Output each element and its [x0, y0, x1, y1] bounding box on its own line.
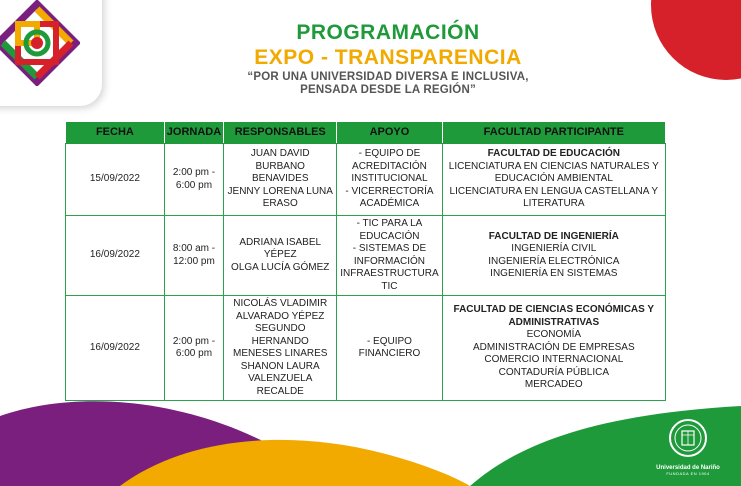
apoyo-line: INFORMACIÓN: [353, 255, 425, 267]
apoyo-line: - EQUIPO DE: [358, 148, 421, 160]
page-subtitle-event: EXPO - TRANSPARENCIA: [254, 46, 522, 69]
table-row: [66, 144, 666, 216]
slogan-line-2: PENSADA DESDE LA REGIÓN”: [300, 84, 476, 96]
header-responsables: RESPONSABLES: [224, 122, 337, 144]
cell-apoyo: [337, 144, 442, 216]
programa-line: LITERATURA: [523, 198, 585, 210]
header-apoyo: APOYO: [337, 122, 442, 144]
programa-line: LICENCIATURA EN LENGUA CASTELLANA Y: [449, 185, 659, 197]
university-block: [648, 418, 728, 476]
programa-line: ECONOMÍA: [526, 329, 582, 341]
jornada-line: 6:00 pm: [175, 179, 213, 191]
responsable-line: OLGA LUCÍA GÓMEZ: [231, 261, 330, 273]
schedule-table: [65, 121, 666, 401]
header-fecha: FECHA: [66, 122, 165, 144]
apoyo-line: - VICERRECTORÍA: [345, 185, 434, 197]
apoyo-line: - EQUIPO: [366, 335, 412, 347]
cell-jornada: [164, 144, 223, 216]
university-tagline: FUNDADA EN 1904: [666, 471, 710, 476]
programa-line: LICENCIATURA EN CIENCIAS NATURALES Y: [448, 160, 659, 172]
programa-line: INGENIERÍA CIVIL: [511, 243, 597, 254]
apoyo-line: INSTITUCIONAL: [351, 173, 428, 185]
university-seal-icon: [668, 418, 708, 458]
responsable-line: ALVARADO YÉPEZ: [236, 310, 325, 322]
apoyo-line: TIC: [381, 280, 398, 292]
cell-facultad: [442, 216, 665, 296]
programa-line: INGENIERÍA EN SISTEMAS: [490, 268, 618, 279]
responsable-line: SHANON LAURA: [240, 360, 320, 372]
programa-line: COMERCIO INTERNACIONAL: [484, 354, 624, 366]
cell-responsables: [224, 296, 337, 401]
apoyo-line: - SISTEMAS DE: [352, 243, 427, 254]
slogan-line-1: “POR UNA UNIVERSIDAD DIVERSA E INCLUSIVA,: [247, 71, 529, 83]
cell-apoyo: [337, 296, 442, 401]
bottom-decoration: [0, 392, 741, 486]
responsable-line: VALENZUELA RECALDE: [248, 373, 313, 397]
apoyo-line: ACADÉMICA: [359, 198, 420, 210]
responsable-line: JENNY LORENA LUNA: [227, 185, 333, 197]
cell-apoyo: [337, 216, 442, 296]
apoyo-line: - TIC PARA LA: [356, 218, 423, 229]
table-row: [66, 296, 666, 401]
jornada-line: 6:00 pm: [175, 348, 213, 359]
header-jornada: JORNADA: [164, 122, 223, 144]
cell-fecha: 16/09/2022: [66, 216, 165, 296]
responsable-line: SEGUNDO HERNANDO: [251, 323, 309, 347]
apoyo-line: ACREDITACIÓN: [352, 160, 427, 172]
jornada-line: 2:00 pm -: [172, 167, 216, 178]
programa-line: ADMINISTRACIÓN DE EMPRESAS: [472, 341, 635, 353]
cell-responsables: [224, 216, 337, 296]
jornada-line: 2:00 pm -: [172, 335, 216, 347]
programa-line: MERCADEO: [524, 379, 583, 391]
apoyo-line: EDUCACIÓN: [359, 230, 420, 242]
cell-fecha: 16/09/2022: [66, 296, 165, 401]
table-row: [66, 216, 666, 296]
programa-line: CONTADURÍA PÚBLICA: [498, 366, 609, 378]
programa-line: INGENIERÍA ELECTRÓNICA: [488, 255, 620, 267]
page-title: PROGRAMACIÓN: [296, 21, 480, 44]
cell-facultad: [442, 144, 665, 216]
cell-responsables: [224, 144, 337, 216]
responsable-line: NICOLÁS VLADIMIR: [233, 298, 328, 309]
cell-jornada: [164, 216, 223, 296]
cell-jornada: [164, 296, 223, 401]
programa-line: EDUCACIÓN AMBIENTAL: [494, 173, 613, 185]
header-facultad: FACULTAD PARTICIPANTE: [442, 122, 665, 144]
responsable-line: ERASO: [262, 198, 298, 210]
responsable-line: BENAVIDES: [251, 173, 309, 185]
table-header-row: [66, 122, 666, 144]
responsable-line: ADRIANA ISABEL YÉPEZ: [239, 236, 322, 261]
jornada-line: 8:00 am -: [172, 243, 216, 254]
facultad-name: FACULTAD DE CIENCIAS ECONÓMICAS Y ADMINISTRATIVAS: [453, 304, 655, 328]
jornada-line: 12:00 pm: [173, 255, 215, 267]
cell-fecha: 15/09/2022: [66, 144, 165, 216]
header: [0, 20, 741, 97]
university-name: Universidad de Nariño: [656, 465, 720, 471]
apoyo-line: FINANCIERO: [358, 348, 421, 359]
responsable-line: JUAN DAVID BURBANO: [250, 148, 310, 172]
responsable-line: MENESES LINARES: [232, 348, 328, 359]
facultad-name: FACULTAD DE EDUCACIÓN: [487, 148, 621, 160]
facultad-name: FACULTAD DE INGENIERÍA: [488, 230, 619, 242]
cell-facultad: [442, 296, 665, 401]
apoyo-line: INFRAESTRUCTURA: [340, 268, 439, 279]
